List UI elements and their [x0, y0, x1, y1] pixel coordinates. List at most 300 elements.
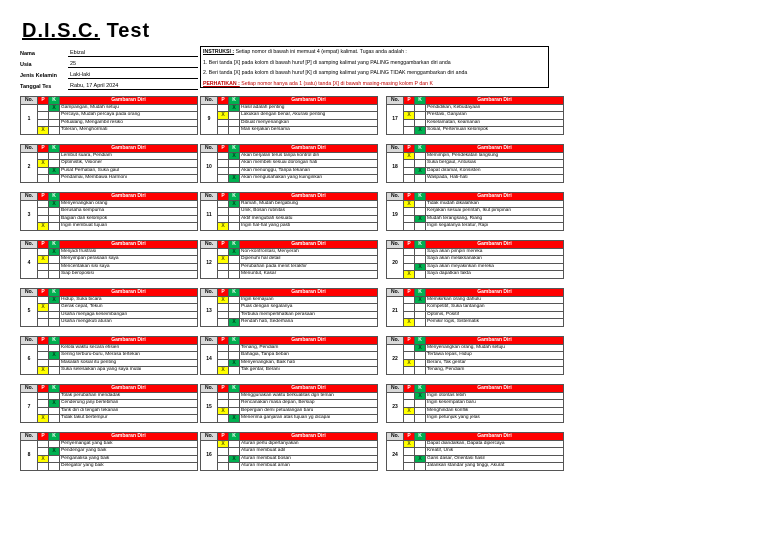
k-mark-cell[interactable] [229, 119, 240, 127]
p-mark-cell[interactable] [38, 463, 49, 471]
profile-value[interactable]: Laki-laki [68, 72, 198, 79]
p-mark-cell[interactable] [404, 367, 415, 375]
k-mark-cell[interactable] [49, 152, 60, 160]
p-mark-cell[interactable] [218, 319, 229, 327]
k-mark-cell[interactable] [49, 415, 60, 423]
k-mark-cell[interactable] [415, 311, 426, 319]
k-mark-cell[interactable] [229, 344, 240, 352]
p-mark-cell[interactable]: X [38, 304, 49, 312]
p-mark-cell[interactable] [404, 160, 415, 168]
question-number: 18 [387, 152, 404, 182]
k-mark-cell[interactable] [229, 392, 240, 400]
p-mark-cell[interactable] [218, 392, 229, 400]
k-mark-cell[interactable] [229, 296, 240, 304]
k-mark-cell[interactable] [415, 400, 426, 408]
p-mark-cell[interactable] [218, 448, 229, 456]
k-mark-cell[interactable] [415, 448, 426, 456]
k-mark-cell[interactable]: X [229, 200, 240, 208]
k-mark-cell[interactable] [49, 175, 60, 183]
k-mark-cell[interactable] [415, 112, 426, 120]
header-k: K [49, 337, 60, 345]
p-mark-cell[interactable] [404, 455, 415, 463]
statement-row [387, 223, 564, 231]
header-p: P [38, 193, 49, 201]
p-mark-cell[interactable] [404, 311, 415, 319]
p-mark-cell[interactable] [218, 215, 229, 223]
k-mark-cell[interactable]: X [49, 200, 60, 208]
k-mark-cell[interactable] [229, 208, 240, 216]
k-mark-cell[interactable] [229, 167, 240, 175]
k-mark-cell[interactable]: X [49, 400, 60, 408]
statement-row [387, 263, 564, 271]
profile-value[interactable]: Rabu, 17 April 2024 [68, 83, 198, 90]
k-mark-cell[interactable] [415, 119, 426, 127]
question-number: 5 [21, 296, 38, 326]
header-k: K [229, 145, 240, 153]
question-number: 17 [387, 104, 404, 134]
k-mark-cell[interactable] [49, 112, 60, 120]
p-mark-cell[interactable] [38, 208, 49, 216]
statement-row [21, 367, 198, 375]
k-mark-cell[interactable] [415, 223, 426, 231]
question-block [200, 384, 378, 423]
k-mark-cell[interactable] [49, 319, 60, 327]
header-p: P [404, 97, 415, 105]
k-mark-cell[interactable]: X [229, 359, 240, 367]
question-number: 12 [201, 248, 218, 278]
statement-row [201, 215, 378, 223]
k-mark-cell[interactable] [229, 304, 240, 312]
p-mark-cell[interactable] [218, 304, 229, 312]
statement-row [201, 160, 378, 168]
k-mark-cell[interactable] [229, 215, 240, 223]
k-mark-cell[interactable]: X [415, 263, 426, 271]
k-mark-cell[interactable] [415, 104, 426, 112]
p-mark-cell[interactable]: X [38, 160, 49, 168]
statement-row [387, 208, 564, 216]
k-mark-cell[interactable]: X [229, 248, 240, 256]
k-mark-cell[interactable]: X [49, 167, 60, 175]
table-header [201, 385, 378, 393]
k-mark-cell[interactable] [49, 392, 60, 400]
p-mark-cell[interactable] [38, 112, 49, 120]
p-mark-cell[interactable] [218, 119, 229, 127]
p-mark-cell[interactable] [38, 400, 49, 408]
p-mark-cell[interactable] [38, 248, 49, 256]
k-mark-cell[interactable] [49, 119, 60, 127]
k-mark-cell[interactable] [415, 407, 426, 415]
k-mark-cell[interactable] [49, 455, 60, 463]
p-mark-cell[interactable] [218, 455, 229, 463]
k-mark-cell[interactable] [229, 256, 240, 264]
p-mark-cell[interactable] [218, 248, 229, 256]
statement-text: Saya dapatkan fakta [426, 271, 564, 279]
k-mark-cell[interactable] [49, 407, 60, 415]
k-mark-cell[interactable] [229, 407, 240, 415]
statement-row [201, 104, 378, 112]
p-mark-cell[interactable]: X [218, 440, 229, 448]
header-description: Gambaran Diri [60, 337, 198, 345]
header-description: Gambaran Diri [426, 193, 564, 201]
k-mark-cell[interactable] [49, 311, 60, 319]
k-mark-cell[interactable] [49, 256, 60, 264]
k-mark-cell[interactable]: X [49, 448, 60, 456]
k-mark-cell[interactable] [229, 112, 240, 120]
statement-text: Tertawa lepas, Hidup [426, 352, 564, 360]
statement-row [201, 256, 378, 264]
p-mark-cell[interactable] [218, 311, 229, 319]
k-mark-cell[interactable]: X [229, 175, 240, 183]
table-header [201, 433, 378, 441]
k-mark-cell[interactable] [415, 200, 426, 208]
statement-row [201, 296, 378, 304]
p-mark-cell[interactable] [38, 311, 49, 319]
p-mark-cell[interactable] [218, 400, 229, 408]
p-mark-cell[interactable] [38, 263, 49, 271]
header-k: K [49, 289, 60, 297]
question-number: 7 [21, 392, 38, 422]
profile-value[interactable]: Ebizal [68, 50, 198, 57]
k-mark-cell[interactable] [49, 271, 60, 279]
p-mark-cell[interactable]: X [404, 359, 415, 367]
p-mark-cell[interactable] [404, 167, 415, 175]
question-block [20, 96, 198, 135]
k-mark-cell[interactable]: X [415, 296, 426, 304]
p-mark-cell[interactable] [404, 175, 415, 183]
statement-row [21, 256, 198, 264]
statement-text: Kerjakan sesuai perintah, Ikut pimpinan [426, 208, 564, 216]
p-mark-cell[interactable]: X [404, 200, 415, 208]
k-mark-cell[interactable] [49, 440, 60, 448]
k-mark-cell[interactable] [415, 256, 426, 264]
k-mark-cell[interactable]: X [229, 319, 240, 327]
p-mark-cell[interactable] [218, 344, 229, 352]
k-mark-cell[interactable] [49, 359, 60, 367]
statement-row [21, 223, 198, 231]
p-mark-cell[interactable] [38, 344, 49, 352]
k-mark-cell[interactable]: X [229, 152, 240, 160]
p-mark-cell[interactable] [218, 104, 229, 112]
p-mark-cell[interactable] [218, 352, 229, 360]
p-mark-cell[interactable] [38, 359, 49, 367]
p-mark-cell[interactable]: X [404, 440, 415, 448]
statement-row [387, 440, 564, 448]
k-mark-cell[interactable] [415, 415, 426, 423]
p-mark-cell[interactable] [38, 104, 49, 112]
p-mark-cell[interactable] [38, 200, 49, 208]
header-description: Gambaran Diri [426, 97, 564, 105]
k-mark-cell[interactable] [229, 127, 240, 135]
p-mark-cell[interactable] [404, 463, 415, 471]
statement-row [201, 359, 378, 367]
header-description: Gambaran Diri [426, 385, 564, 393]
statement-text: Menyenangkan orang [60, 200, 198, 208]
statement-text: Ingin otoritas lebih [426, 392, 564, 400]
profile-row [20, 68, 198, 79]
k-mark-cell[interactable]: X [229, 104, 240, 112]
p-mark-cell[interactable] [218, 167, 229, 175]
k-mark-cell[interactable]: X [415, 215, 426, 223]
p-mark-cell[interactable] [404, 296, 415, 304]
header-no: No. [387, 145, 404, 153]
k-mark-cell[interactable] [415, 152, 426, 160]
statement-text: Tolak perubahan mendadak [60, 392, 198, 400]
statement-text: Tak gentar, Berani [240, 367, 378, 375]
p-mark-cell[interactable] [218, 463, 229, 471]
p-mark-cell[interactable]: X [38, 223, 49, 231]
statement-text: Tenang, Pendiam [240, 344, 378, 352]
k-mark-cell[interactable] [415, 208, 426, 216]
k-mark-cell[interactable]: X [229, 455, 240, 463]
statement-text: Puas dengan segalanya [240, 304, 378, 312]
p-mark-cell[interactable]: X [38, 127, 49, 135]
k-mark-cell[interactable]: X [415, 167, 426, 175]
statement-row [201, 175, 378, 183]
k-mark-cell[interactable] [49, 208, 60, 216]
p-mark-cell[interactable] [404, 223, 415, 231]
profile-label: Jenis Kelamin [20, 73, 57, 79]
statement-text: Ingin membuat tujuan [60, 223, 198, 231]
k-mark-cell[interactable] [49, 304, 60, 312]
p-mark-cell[interactable]: X [404, 112, 415, 120]
statement-row [387, 311, 564, 319]
header-description: Gambaran Diri [60, 145, 198, 153]
statement-text: Cenderung janji berlebihan [60, 400, 198, 408]
p-mark-cell[interactable]: X [38, 415, 49, 423]
k-mark-cell[interactable] [229, 311, 240, 319]
k-mark-cell[interactable] [415, 271, 426, 279]
k-mark-cell[interactable] [49, 160, 60, 168]
k-mark-cell[interactable] [415, 160, 426, 168]
statement-text: Penyemangat yang baik [60, 440, 198, 448]
p-mark-cell[interactable] [218, 160, 229, 168]
p-mark-cell[interactable] [38, 296, 49, 304]
k-mark-cell[interactable] [229, 448, 240, 456]
k-mark-cell[interactable] [49, 344, 60, 352]
header-p: P [404, 385, 415, 393]
p-mark-cell[interactable]: X [218, 256, 229, 264]
p-mark-cell[interactable] [404, 104, 415, 112]
header-k: K [229, 97, 240, 105]
p-mark-cell[interactable]: X [38, 367, 49, 375]
p-mark-cell[interactable] [38, 175, 49, 183]
k-mark-cell[interactable] [229, 463, 240, 471]
k-mark-cell[interactable] [229, 263, 240, 271]
p-mark-cell[interactable] [404, 119, 415, 127]
k-mark-cell[interactable] [415, 440, 426, 448]
p-mark-cell[interactable] [218, 175, 229, 183]
statement-text: Mudah terangsang, Riang [426, 215, 564, 223]
profile-label: Usia [20, 62, 32, 68]
p-mark-cell[interactable] [38, 392, 49, 400]
statement-row [201, 344, 378, 352]
k-mark-cell[interactable]: X [49, 296, 60, 304]
p-mark-cell[interactable]: X [218, 367, 229, 375]
p-mark-cell[interactable] [38, 440, 49, 448]
statement-text: Non-konfrontasi, Menyerah [240, 248, 378, 256]
statement-text: Dipenuhi hal detail [240, 256, 378, 264]
p-mark-cell[interactable]: X [218, 296, 229, 304]
k-mark-cell[interactable] [49, 215, 60, 223]
k-mark-cell[interactable] [49, 367, 60, 375]
statement-text: Unik, Bosan rutinitas [240, 208, 378, 216]
table-header [21, 433, 198, 441]
question-block [200, 144, 378, 183]
k-mark-cell[interactable] [415, 248, 426, 256]
p-mark-cell[interactable] [404, 263, 415, 271]
k-mark-cell[interactable] [415, 319, 426, 327]
statement-text: Akan berjalan terus tanpa kontrol diri [240, 152, 378, 160]
question-block [20, 336, 198, 375]
statement-text: Memimpin, Pendekatan langsung [426, 152, 564, 160]
p-mark-cell[interactable] [38, 215, 49, 223]
statement-row [21, 175, 198, 183]
statement-text: Saya akan melaksanakan [426, 256, 564, 264]
statement-row [387, 200, 564, 208]
p-mark-cell[interactable] [38, 407, 49, 415]
statement-text: Dapat diandalkan, Dapata dipercaya [426, 440, 564, 448]
k-mark-cell[interactable] [415, 175, 426, 183]
k-mark-cell[interactable] [49, 463, 60, 471]
p-mark-cell[interactable]: X [404, 271, 415, 279]
statement-text: Ramah, Mudah bergabung [240, 200, 378, 208]
k-mark-cell[interactable]: X [49, 248, 60, 256]
p-mark-cell[interactable] [38, 167, 49, 175]
header-k: K [229, 385, 240, 393]
p-mark-cell[interactable] [38, 319, 49, 327]
k-mark-cell[interactable]: X [49, 104, 60, 112]
k-mark-cell[interactable] [415, 463, 426, 471]
p-mark-cell[interactable] [218, 127, 229, 135]
k-mark-cell[interactable] [415, 352, 426, 360]
header-description: Gambaran Diri [240, 241, 378, 249]
statement-row [21, 463, 198, 471]
question-block [20, 432, 198, 471]
statement-row [387, 175, 564, 183]
statement-text: Penganalisa yang baik [60, 455, 198, 463]
statement-row [21, 359, 198, 367]
k-mark-cell[interactable]: X [415, 127, 426, 135]
statement-text: Aturan perlu dipertanyakan [240, 440, 378, 448]
header-p: P [218, 337, 229, 345]
p-mark-cell[interactable] [218, 271, 229, 279]
statement-row [201, 127, 378, 135]
statement-text: Ingin hal-hal yang pasti [240, 223, 378, 231]
statement-row [201, 119, 378, 127]
p-mark-cell[interactable]: X [404, 319, 415, 327]
statement-text: Tarik diri di tengah tekanan [60, 407, 198, 415]
p-mark-cell[interactable] [404, 304, 415, 312]
profile-value[interactable]: 25 [68, 61, 198, 68]
p-mark-cell[interactable]: X [38, 256, 49, 264]
k-mark-cell[interactable]: X [49, 352, 60, 360]
k-mark-cell[interactable] [229, 440, 240, 448]
statement-row [21, 455, 198, 463]
statement-row [387, 256, 564, 264]
profile-label: Tanggal Tes [20, 84, 52, 90]
p-mark-cell[interactable] [38, 152, 49, 160]
k-mark-cell[interactable] [229, 400, 240, 408]
p-mark-cell[interactable] [218, 152, 229, 160]
p-mark-cell[interactable] [218, 208, 229, 216]
p-mark-cell[interactable] [404, 248, 415, 256]
p-mark-cell[interactable] [404, 344, 415, 352]
p-mark-cell[interactable] [404, 352, 415, 360]
k-mark-cell[interactable] [49, 223, 60, 231]
table-header [201, 193, 378, 201]
k-mark-cell[interactable]: X [415, 344, 426, 352]
p-mark-cell[interactable] [38, 448, 49, 456]
k-mark-cell[interactable] [49, 263, 60, 271]
k-mark-cell[interactable] [415, 304, 426, 312]
header-description: Gambaran Diri [240, 145, 378, 153]
p-mark-cell[interactable]: X [218, 407, 229, 415]
k-mark-cell[interactable] [229, 160, 240, 168]
header-description: Gambaran Diri [240, 337, 378, 345]
p-mark-cell[interactable]: X [404, 152, 415, 160]
k-mark-cell[interactable] [229, 352, 240, 360]
header-no: No. [201, 385, 218, 393]
statement-text: Bagian dari kelompok [60, 215, 198, 223]
statement-text: Ingin segalanya teratur, Rapi [426, 223, 564, 231]
k-mark-cell[interactable] [229, 223, 240, 231]
p-mark-cell[interactable] [218, 359, 229, 367]
header-k: K [229, 289, 240, 297]
table-header [387, 241, 564, 249]
k-mark-cell[interactable]: X [415, 392, 426, 400]
p-mark-cell[interactable] [404, 208, 415, 216]
k-mark-cell[interactable] [229, 367, 240, 375]
p-mark-cell[interactable] [218, 263, 229, 271]
statement-row [21, 448, 198, 456]
k-mark-cell[interactable] [229, 271, 240, 279]
statement-text: Pendengar yang baik [60, 448, 198, 456]
p-mark-cell[interactable] [404, 415, 415, 423]
p-mark-cell[interactable] [404, 392, 415, 400]
p-mark-cell[interactable] [218, 415, 229, 423]
table-header [201, 289, 378, 297]
p-mark-cell[interactable] [38, 119, 49, 127]
p-mark-cell[interactable]: X [218, 112, 229, 120]
p-mark-cell[interactable]: X [218, 223, 229, 231]
p-mark-cell[interactable] [38, 271, 49, 279]
p-mark-cell[interactable]: X [404, 407, 415, 415]
p-mark-cell[interactable]: X [38, 455, 49, 463]
statement-text: Berusaha sempurna [60, 208, 198, 216]
header-k: K [415, 385, 426, 393]
statement-row [387, 359, 564, 367]
p-mark-cell[interactable] [404, 400, 415, 408]
statement-row [387, 463, 564, 471]
header-description: Gambaran Diri [60, 241, 198, 249]
statement-text: Suka bergaul, Antusias [426, 160, 564, 168]
k-mark-cell[interactable] [49, 127, 60, 135]
p-mark-cell[interactable] [218, 200, 229, 208]
p-mark-cell[interactable] [404, 127, 415, 135]
p-mark-cell[interactable] [404, 448, 415, 456]
statement-text: Optimis, Positif [426, 311, 564, 319]
k-mark-cell[interactable]: X [229, 415, 240, 423]
k-mark-cell[interactable] [415, 367, 426, 375]
p-mark-cell[interactable] [38, 352, 49, 360]
statement-text: Terbuka memperlihatkan perasaan [240, 311, 378, 319]
table-header [201, 97, 378, 105]
p-mark-cell[interactable] [404, 215, 415, 223]
k-mark-cell[interactable] [415, 359, 426, 367]
k-mark-cell[interactable]: X [415, 455, 426, 463]
statement-row [21, 344, 198, 352]
p-mark-cell[interactable] [404, 256, 415, 264]
